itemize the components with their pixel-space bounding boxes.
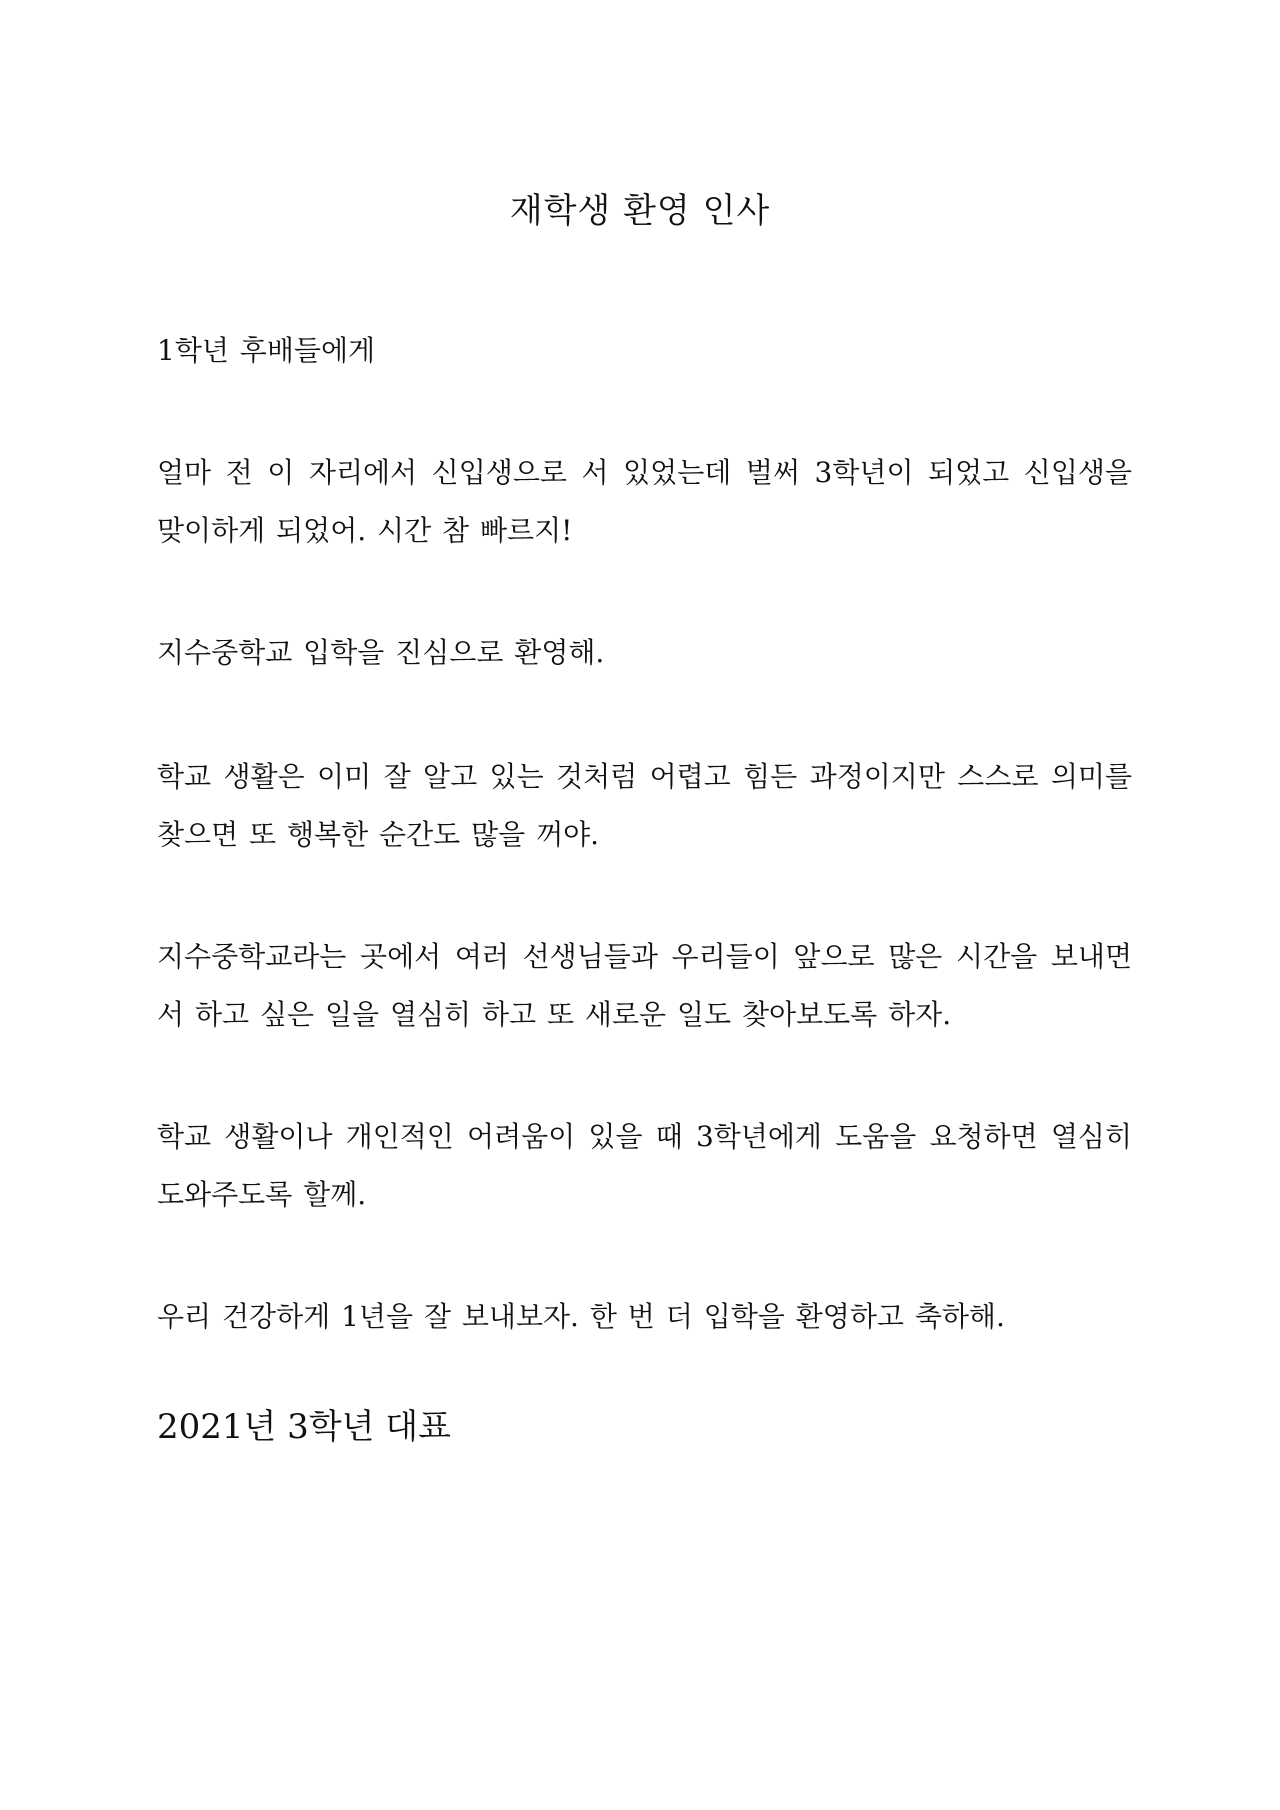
paragraph-4: 지수중학교라는 곳에서 여러 선생님들과 우리들이 앞으로 많은 시간을 보내면서 하고 싶은 일을 열심히 하고 또 새로운 일도 찾아보도록 하자. [157, 940, 1132, 1031]
salutation: 1학년 후배들에게 [157, 334, 376, 367]
paragraph-5: 학교 생활이나 개인적인 어려움이 있을 때 3학년에게 도움을 요청하면 열심히 도와주도록 할께. [157, 1120, 1132, 1211]
paragraph-3: 학교 생활은 이미 잘 알고 있는 것처럼 어렵고 힘든 과정이지만 스스로 의미를 찾으면 또 행복한 순간도 많을 꺼야. [157, 760, 1132, 851]
paragraph-2: 지수중학교 입학을 진심으로 환영해. [157, 636, 605, 669]
paragraph-1: 얼마 전 이 자리에서 신입생으로 서 있었는데 벌써 3학년이 되었고 신입생을 맞이하게 되었어. 시간 참 빠르지! [157, 456, 1132, 547]
signature: 2021년 3학년 대표 [157, 1407, 451, 1447]
paragraph-6: 우리 건강하게 1년을 잘 보내보자. 한 번 더 입학을 환영하고 축하해. [157, 1300, 1005, 1333]
document-title: 재학생 환영 인사 [509, 191, 771, 231]
